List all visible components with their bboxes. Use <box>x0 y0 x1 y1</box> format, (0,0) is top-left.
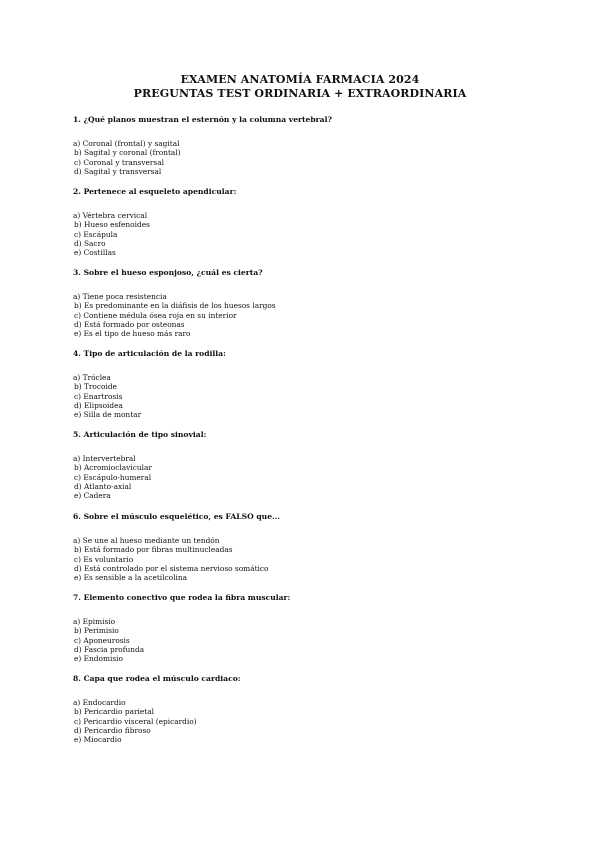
option: b) Perimisio <box>74 626 119 636</box>
option: c) Coronal y transversal <box>74 157 164 167</box>
question-text: 1. ¿Qué planos muestran el esternón y la columna vertebral? <box>73 115 332 124</box>
option: c) Aponeurosis <box>74 635 130 645</box>
option: b) Sagital y coronal (frontal) <box>74 148 181 158</box>
option: c) Pericardio visceral (epicardio) <box>74 716 197 726</box>
question-text: 3. Sobre el hueso esponjoso, ¿cuál es cierta? <box>73 268 263 277</box>
question-7 <box>73 593 543 663</box>
option: e) Endomisio <box>74 654 123 664</box>
option: a) Tróclea <box>73 373 111 382</box>
option: a) Coronal (frontal) y sagital <box>73 139 180 148</box>
option: d) Fascia profunda <box>74 644 145 654</box>
question-text: 7. Elemento conectivo que rodea la fibra muscular: <box>73 593 291 602</box>
options-list <box>73 211 543 257</box>
option: b) Está formado por fibras multinucleadas <box>74 545 233 555</box>
option: c) Contiene médula ósea roja en su interior <box>74 310 237 320</box>
option: a) Tiene poca resistencia <box>73 292 167 301</box>
option: e) Costillas <box>74 248 116 258</box>
option: e) Silla de montar <box>74 410 142 420</box>
option: c) Escápula <box>74 229 118 239</box>
question-text: 6. Sobre el músculo esquelético, es FALSO que... <box>73 512 280 521</box>
options-list <box>73 139 543 176</box>
option: a) Intervertebral <box>73 454 136 463</box>
option: d) Elipsoidea <box>74 400 123 410</box>
option: e) Es el tipo de hueso más raro <box>74 329 191 339</box>
option: b) Trocoide <box>74 382 117 392</box>
exam-subtitle: PREGUNTAS TEST ORDINARIA + EXTRAORDINARIA <box>133 87 467 100</box>
option: d) Sagital y transversal <box>74 166 162 176</box>
option: a) Se une al hueso mediante un tendón <box>73 536 220 545</box>
option: e) Miocardio <box>74 735 122 745</box>
option: d) Sacro <box>74 238 106 248</box>
option: a) Endocardio <box>73 698 126 707</box>
options-list <box>73 536 543 582</box>
option: b) Es predominante en la diáfisis de los huesos largos <box>74 301 276 311</box>
question-6 <box>73 512 543 582</box>
question-5 <box>73 430 543 500</box>
option: c) Escápulo-humeral <box>74 472 152 482</box>
question-text: 2. Pertenece al esqueleto apendicular: <box>73 187 237 196</box>
question-1 <box>73 115 543 176</box>
question-text: 8. Capa que rodea el músculo cardiaco: <box>73 674 241 683</box>
options-list <box>73 454 543 500</box>
question-text: 5. Articulación de tipo sinovial: <box>73 430 207 439</box>
option: b) Pericardio parietal <box>74 707 154 717</box>
question-8 <box>73 674 543 744</box>
option: d) Atlanto-axial <box>74 481 132 491</box>
option: b) Acromioclavicular <box>74 463 152 473</box>
option: a) Epimisio <box>73 617 116 626</box>
options-list <box>73 373 543 419</box>
option: d) Está controlado por el sistema nervioso somático <box>74 563 269 573</box>
question-3 <box>73 268 543 338</box>
option: d) Está formado por osteonas <box>74 319 185 329</box>
options-list <box>73 698 543 744</box>
options-list <box>73 617 543 663</box>
option: d) Pericardio fibroso <box>74 725 151 735</box>
option: a) Vértebra cervical <box>73 211 148 220</box>
option: c) Es voluntario <box>74 554 134 564</box>
option: e) Cadera <box>74 491 111 501</box>
question-2 <box>73 187 543 257</box>
option: e) Es sensible a la acetilcolina <box>74 573 188 583</box>
question-text: 4. Tipo de articulación de la rodilla: <box>73 349 226 358</box>
options-list <box>73 292 543 338</box>
option: c) Enartrosis <box>74 391 123 401</box>
option: b) Hueso esfenoides <box>74 220 150 230</box>
exam-title: EXAMEN ANATOMÍA FARMACIA 2024 <box>180 73 420 86</box>
question-4 <box>73 349 543 419</box>
